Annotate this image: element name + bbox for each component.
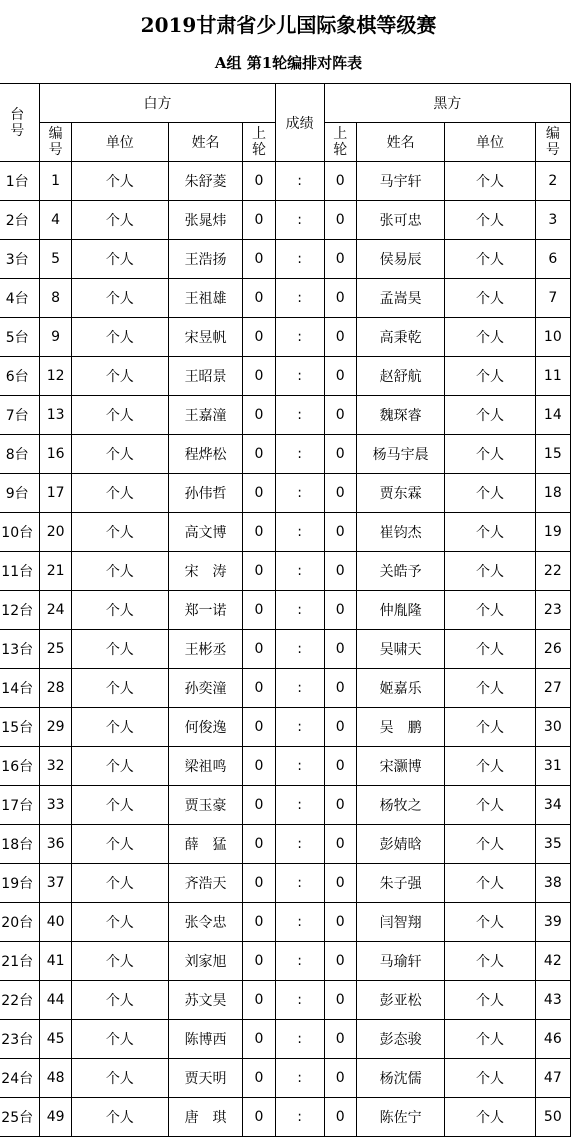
- black-name-cell: 彭态骏: [356, 1020, 445, 1059]
- result-cell: :: [275, 435, 324, 474]
- result-cell: :: [275, 357, 324, 396]
- white-name-cell: 孙奕潼: [168, 669, 243, 708]
- table-row: [0, 1098, 571, 1137]
- white-unit-cell: 个人: [71, 435, 168, 474]
- black-name-cell: 吴啸天: [356, 630, 445, 669]
- board-cell: 16台: [0, 747, 40, 786]
- black-unit-cell: 个人: [445, 591, 535, 630]
- black-no-cell: 18: [535, 474, 570, 513]
- result-cell: :: [275, 669, 324, 708]
- result-cell: :: [275, 942, 324, 981]
- white-no-cell: 8: [40, 279, 71, 318]
- white-prev-cell: 0: [243, 1098, 275, 1137]
- board-cell: 23台: [0, 1020, 40, 1059]
- black-name-cell: 高秉乾: [356, 318, 445, 357]
- black-unit-cell: 个人: [445, 435, 535, 474]
- white-name-cell: 王彬丞: [168, 630, 243, 669]
- black-no-cell: 43: [535, 981, 570, 1020]
- black-name-cell: 孟嵩昊: [356, 279, 445, 318]
- black-prev-cell: 0: [324, 357, 356, 396]
- white-unit-cell: 个人: [71, 747, 168, 786]
- white-name-cell: 张令忠: [168, 903, 243, 942]
- result-cell: :: [275, 747, 324, 786]
- result-cell: :: [275, 825, 324, 864]
- black-name-cell: 朱子强: [356, 864, 445, 903]
- table-row: [0, 552, 571, 591]
- black-prev-cell: 0: [324, 864, 356, 903]
- white-prev-cell: 0: [243, 708, 275, 747]
- page-subtitle: A组 第1轮编排对阵表: [214, 54, 363, 72]
- header-white-no: 编 号: [40, 123, 71, 162]
- table-row: [0, 240, 571, 279]
- white-prev-cell: 0: [243, 240, 275, 279]
- black-no-cell: 30: [535, 708, 570, 747]
- white-no-cell: 33: [40, 786, 71, 825]
- white-unit-cell: 个人: [71, 981, 168, 1020]
- white-no-cell: 41: [40, 942, 71, 981]
- black-prev-cell: 0: [324, 903, 356, 942]
- white-unit-cell: 个人: [71, 903, 168, 942]
- white-unit-cell: 个人: [71, 279, 168, 318]
- black-no-cell: 34: [535, 786, 570, 825]
- black-name-cell: 赵舒航: [356, 357, 445, 396]
- white-prev-cell: 0: [243, 903, 275, 942]
- table-row: [0, 318, 571, 357]
- white-name-cell: 王嘉潼: [168, 396, 243, 435]
- result-cell: :: [275, 396, 324, 435]
- black-name-cell: 关皓予: [356, 552, 445, 591]
- black-name-cell: 吴 鹏: [356, 708, 445, 747]
- white-unit-cell: 个人: [71, 1098, 168, 1137]
- white-prev-cell: 0: [243, 552, 275, 591]
- header-white: 白方: [40, 84, 275, 123]
- white-name-cell: 宋昱帆: [168, 318, 243, 357]
- white-name-cell: 张晁炜: [168, 201, 243, 240]
- white-no-cell: 4: [40, 201, 71, 240]
- black-name-cell: 杨马宇晨: [356, 435, 445, 474]
- white-unit-cell: 个人: [71, 942, 168, 981]
- black-unit-cell: 个人: [445, 1020, 535, 1059]
- table-row: [0, 513, 571, 552]
- header-white-name: 姓名: [168, 123, 243, 162]
- black-prev-cell: 0: [324, 240, 356, 279]
- white-prev-cell: 0: [243, 279, 275, 318]
- black-unit-cell: 个人: [445, 825, 535, 864]
- result-cell: :: [275, 279, 324, 318]
- black-name-cell: 杨牧之: [356, 786, 445, 825]
- table-row: [0, 201, 571, 240]
- board-cell: 13台: [0, 630, 40, 669]
- white-no-cell: 36: [40, 825, 71, 864]
- black-no-cell: 27: [535, 669, 570, 708]
- board-cell: 11台: [0, 552, 40, 591]
- black-unit-cell: 个人: [445, 942, 535, 981]
- white-no-cell: 16: [40, 435, 71, 474]
- black-no-cell: 50: [535, 1098, 570, 1137]
- black-name-cell: 崔钧杰: [356, 513, 445, 552]
- white-no-cell: 17: [40, 474, 71, 513]
- white-unit-cell: 个人: [71, 474, 168, 513]
- black-unit-cell: 个人: [445, 669, 535, 708]
- white-no-cell: 9: [40, 318, 71, 357]
- white-no-cell: 1: [40, 162, 71, 201]
- black-prev-cell: 0: [324, 279, 356, 318]
- white-prev-cell: 0: [243, 1020, 275, 1059]
- white-unit-cell: 个人: [71, 708, 168, 747]
- white-unit-cell: 个人: [71, 201, 168, 240]
- black-prev-cell: 0: [324, 318, 356, 357]
- black-unit-cell: 个人: [445, 279, 535, 318]
- black-prev-cell: 0: [324, 435, 356, 474]
- result-cell: :: [275, 318, 324, 357]
- table-row: [0, 864, 571, 903]
- white-prev-cell: 0: [243, 981, 275, 1020]
- white-name-cell: 陈博西: [168, 1020, 243, 1059]
- white-prev-cell: 0: [243, 513, 275, 552]
- board-cell: 14台: [0, 669, 40, 708]
- header-black-name: 姓名: [356, 123, 445, 162]
- white-no-cell: 49: [40, 1098, 71, 1137]
- result-cell: :: [275, 864, 324, 903]
- board-cell: 25台: [0, 1098, 40, 1137]
- white-no-cell: 44: [40, 981, 71, 1020]
- table-row: [0, 279, 571, 318]
- white-prev-cell: 0: [243, 435, 275, 474]
- black-no-cell: 42: [535, 942, 570, 981]
- white-name-cell: 梁祖鸣: [168, 747, 243, 786]
- header-white-unit: 单位: [71, 123, 168, 162]
- white-unit-cell: 个人: [71, 396, 168, 435]
- result-cell: :: [275, 1020, 324, 1059]
- black-no-cell: 35: [535, 825, 570, 864]
- black-unit-cell: 个人: [445, 903, 535, 942]
- table-row: [0, 396, 571, 435]
- board-cell: 6台: [0, 357, 40, 396]
- black-name-cell: 侯易辰: [356, 240, 445, 279]
- board-cell: 10台: [0, 513, 40, 552]
- black-name-cell: 杨沈儒: [356, 1059, 445, 1098]
- header-result: 成绩: [275, 84, 324, 162]
- header-black-unit: 单位: [445, 123, 535, 162]
- black-name-cell: 宋灏博: [356, 747, 445, 786]
- white-no-cell: 48: [40, 1059, 71, 1098]
- board-cell: 2台: [0, 201, 40, 240]
- table-row: [0, 162, 571, 201]
- board-cell: 1台: [0, 162, 40, 201]
- white-prev-cell: 0: [243, 201, 275, 240]
- white-name-cell: 唐 琪: [168, 1098, 243, 1137]
- board-cell: 9台: [0, 474, 40, 513]
- result-cell: :: [275, 591, 324, 630]
- white-no-cell: 28: [40, 669, 71, 708]
- board-cell: 20台: [0, 903, 40, 942]
- white-prev-cell: 0: [243, 747, 275, 786]
- table-row: [0, 981, 571, 1020]
- black-name-cell: 张可忠: [356, 201, 445, 240]
- header-black: 黑方: [324, 84, 570, 123]
- black-unit-cell: 个人: [445, 240, 535, 279]
- black-prev-cell: 0: [324, 630, 356, 669]
- result-cell: :: [275, 1059, 324, 1098]
- result-cell: :: [275, 708, 324, 747]
- white-unit-cell: 个人: [71, 825, 168, 864]
- table-row: [0, 630, 571, 669]
- black-unit-cell: 个人: [445, 747, 535, 786]
- table-row: [0, 435, 571, 474]
- result-cell: :: [275, 513, 324, 552]
- black-no-cell: 15: [535, 435, 570, 474]
- black-name-cell: 马瑜轩: [356, 942, 445, 981]
- white-unit-cell: 个人: [71, 864, 168, 903]
- black-prev-cell: 0: [324, 981, 356, 1020]
- black-unit-cell: 个人: [445, 786, 535, 825]
- black-name-cell: 陈佐宁: [356, 1098, 445, 1137]
- table-row: [0, 1059, 571, 1098]
- black-no-cell: 38: [535, 864, 570, 903]
- black-prev-cell: 0: [324, 552, 356, 591]
- white-no-cell: 21: [40, 552, 71, 591]
- black-prev-cell: 0: [324, 825, 356, 864]
- black-unit-cell: 个人: [445, 474, 535, 513]
- black-prev-cell: 0: [324, 201, 356, 240]
- white-unit-cell: 个人: [71, 357, 168, 396]
- header-board: 台 号: [0, 84, 40, 162]
- white-unit-cell: 个人: [71, 240, 168, 279]
- black-name-cell: 马宇轩: [356, 162, 445, 201]
- white-name-cell: 王昭景: [168, 357, 243, 396]
- white-prev-cell: 0: [243, 864, 275, 903]
- white-prev-cell: 0: [243, 669, 275, 708]
- white-no-cell: 29: [40, 708, 71, 747]
- white-name-cell: 何俊逸: [168, 708, 243, 747]
- result-cell: :: [275, 1098, 324, 1137]
- table-row: [0, 591, 571, 630]
- page-title: 2019甘肃省少儿国际象棋等级赛: [140, 13, 437, 37]
- black-no-cell: 23: [535, 591, 570, 630]
- white-unit-cell: 个人: [71, 162, 168, 201]
- black-unit-cell: 个人: [445, 552, 535, 591]
- white-prev-cell: 0: [243, 162, 275, 201]
- board-cell: 15台: [0, 708, 40, 747]
- header-black-prev: 上 轮: [324, 123, 356, 162]
- white-name-cell: 王祖雄: [168, 279, 243, 318]
- black-no-cell: 2: [535, 162, 570, 201]
- white-unit-cell: 个人: [71, 591, 168, 630]
- black-prev-cell: 0: [324, 669, 356, 708]
- table-row: [0, 825, 571, 864]
- pairing-table: [0, 83, 571, 1137]
- white-name-cell: 刘家旭: [168, 942, 243, 981]
- pairing-rows: [0, 162, 571, 1137]
- board-cell: 4台: [0, 279, 40, 318]
- white-unit-cell: 个人: [71, 552, 168, 591]
- white-no-cell: 20: [40, 513, 71, 552]
- white-name-cell: 薛 猛: [168, 825, 243, 864]
- result-cell: :: [275, 981, 324, 1020]
- black-no-cell: 3: [535, 201, 570, 240]
- white-unit-cell: 个人: [71, 669, 168, 708]
- header-black-no: 编 号: [535, 123, 570, 162]
- black-unit-cell: 个人: [445, 162, 535, 201]
- black-no-cell: 31: [535, 747, 570, 786]
- black-prev-cell: 0: [324, 396, 356, 435]
- black-name-cell: 闫智翔: [356, 903, 445, 942]
- white-unit-cell: 个人: [71, 786, 168, 825]
- table-row: [0, 1020, 571, 1059]
- black-unit-cell: 个人: [445, 318, 535, 357]
- black-unit-cell: 个人: [445, 201, 535, 240]
- black-no-cell: 22: [535, 552, 570, 591]
- result-cell: :: [275, 552, 324, 591]
- white-prev-cell: 0: [243, 591, 275, 630]
- white-prev-cell: 0: [243, 786, 275, 825]
- result-cell: :: [275, 630, 324, 669]
- white-prev-cell: 0: [243, 942, 275, 981]
- white-name-cell: 孙伟哲: [168, 474, 243, 513]
- black-no-cell: 11: [535, 357, 570, 396]
- white-unit-cell: 个人: [71, 1059, 168, 1098]
- black-unit-cell: 个人: [445, 708, 535, 747]
- white-no-cell: 37: [40, 864, 71, 903]
- white-no-cell: 13: [40, 396, 71, 435]
- white-unit-cell: 个人: [71, 1020, 168, 1059]
- black-no-cell: 10: [535, 318, 570, 357]
- black-no-cell: 39: [535, 903, 570, 942]
- table-row: [0, 708, 571, 747]
- white-name-cell: 程烨松: [168, 435, 243, 474]
- table-row: [0, 669, 571, 708]
- result-cell: :: [275, 201, 324, 240]
- white-name-cell: 齐浩天: [168, 864, 243, 903]
- white-unit-cell: 个人: [71, 630, 168, 669]
- white-no-cell: 5: [40, 240, 71, 279]
- white-unit-cell: 个人: [71, 318, 168, 357]
- result-cell: :: [275, 786, 324, 825]
- result-cell: :: [275, 162, 324, 201]
- black-prev-cell: 0: [324, 747, 356, 786]
- black-no-cell: 6: [535, 240, 570, 279]
- black-prev-cell: 0: [324, 162, 356, 201]
- black-unit-cell: 个人: [445, 513, 535, 552]
- table-row: [0, 786, 571, 825]
- black-unit-cell: 个人: [445, 1098, 535, 1137]
- black-prev-cell: 0: [324, 1020, 356, 1059]
- black-no-cell: 14: [535, 396, 570, 435]
- white-prev-cell: 0: [243, 825, 275, 864]
- black-prev-cell: 0: [324, 474, 356, 513]
- black-unit-cell: 个人: [445, 864, 535, 903]
- black-prev-cell: 0: [324, 942, 356, 981]
- black-prev-cell: 0: [324, 591, 356, 630]
- black-unit-cell: 个人: [445, 630, 535, 669]
- white-prev-cell: 0: [243, 396, 275, 435]
- table-row: [0, 357, 571, 396]
- black-no-cell: 19: [535, 513, 570, 552]
- board-cell: 21台: [0, 942, 40, 981]
- result-cell: :: [275, 474, 324, 513]
- white-prev-cell: 0: [243, 318, 275, 357]
- white-no-cell: 40: [40, 903, 71, 942]
- black-name-cell: 贾东霖: [356, 474, 445, 513]
- board-cell: 17台: [0, 786, 40, 825]
- white-prev-cell: 0: [243, 474, 275, 513]
- header-white-prev: 上 轮: [243, 123, 275, 162]
- white-name-cell: 郑一诺: [168, 591, 243, 630]
- black-prev-cell: 0: [324, 708, 356, 747]
- board-cell: 7台: [0, 396, 40, 435]
- table-row: [0, 747, 571, 786]
- black-unit-cell: 个人: [445, 357, 535, 396]
- white-prev-cell: 0: [243, 357, 275, 396]
- board-cell: 19台: [0, 864, 40, 903]
- black-prev-cell: 0: [324, 1059, 356, 1098]
- white-no-cell: 12: [40, 357, 71, 396]
- black-no-cell: 46: [535, 1020, 570, 1059]
- white-no-cell: 25: [40, 630, 71, 669]
- black-unit-cell: 个人: [445, 1059, 535, 1098]
- black-name-cell: 彭亚松: [356, 981, 445, 1020]
- black-prev-cell: 0: [324, 513, 356, 552]
- result-cell: :: [275, 240, 324, 279]
- white-unit-cell: 个人: [71, 513, 168, 552]
- white-name-cell: 朱舒菱: [168, 162, 243, 201]
- white-name-cell: 苏文昊: [168, 981, 243, 1020]
- black-name-cell: 魏琛睿: [356, 396, 445, 435]
- black-name-cell: 姬嘉乐: [356, 669, 445, 708]
- table-row: [0, 942, 571, 981]
- black-prev-cell: 0: [324, 1098, 356, 1137]
- table-row: [0, 903, 571, 942]
- board-cell: 22台: [0, 981, 40, 1020]
- board-cell: 12台: [0, 591, 40, 630]
- white-no-cell: 45: [40, 1020, 71, 1059]
- table-row: [0, 474, 571, 513]
- white-no-cell: 32: [40, 747, 71, 786]
- white-name-cell: 王浩扬: [168, 240, 243, 279]
- white-no-cell: 24: [40, 591, 71, 630]
- black-name-cell: 仲胤隆: [356, 591, 445, 630]
- result-cell: :: [275, 903, 324, 942]
- black-unit-cell: 个人: [445, 396, 535, 435]
- black-name-cell: 彭婧晗: [356, 825, 445, 864]
- black-no-cell: 7: [535, 279, 570, 318]
- white-name-cell: 贾玉豪: [168, 786, 243, 825]
- board-cell: 24台: [0, 1059, 40, 1098]
- white-name-cell: 高文博: [168, 513, 243, 552]
- white-prev-cell: 0: [243, 1059, 275, 1098]
- black-no-cell: 26: [535, 630, 570, 669]
- board-cell: 3台: [0, 240, 40, 279]
- white-name-cell: 宋 涛: [168, 552, 243, 591]
- white-prev-cell: 0: [243, 630, 275, 669]
- board-cell: 5台: [0, 318, 40, 357]
- white-name-cell: 贾天明: [168, 1059, 243, 1098]
- board-cell: 8台: [0, 435, 40, 474]
- black-prev-cell: 0: [324, 786, 356, 825]
- board-cell: 18台: [0, 825, 40, 864]
- black-no-cell: 47: [535, 1059, 570, 1098]
- black-unit-cell: 个人: [445, 981, 535, 1020]
